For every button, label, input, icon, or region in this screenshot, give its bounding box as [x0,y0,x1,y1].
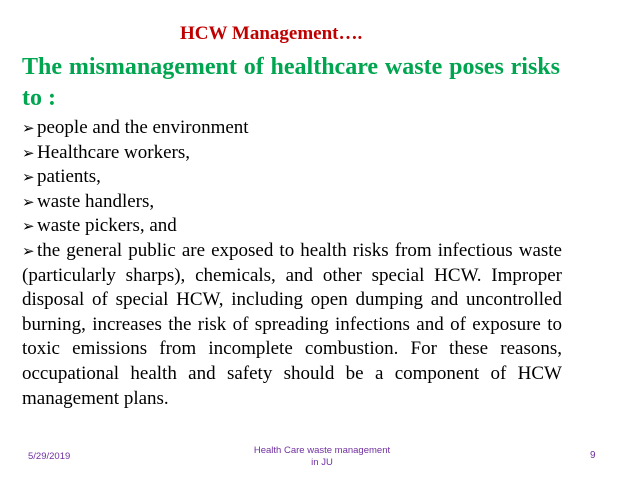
bullet-text: Healthcare workers, [37,141,190,163]
bullet-list [22,116,562,411]
bullet-item [22,116,562,141]
bullet-item [22,141,562,166]
page-number: 9 [590,450,596,461]
bullet-text: waste pickers, and [37,215,177,237]
bullet-item [22,190,562,215]
footer-title-line: Health Care waste management [253,445,391,456]
footer-title-line: in JU [311,457,333,468]
arrow-bullet-icon: ➢ [22,192,35,211]
arrow-bullet-icon: ➢ [22,143,35,162]
slide-heading: The mismanagement of healthcare waste poses risks to : [22,54,560,111]
bullet-text: waste handlers, [37,190,155,212]
bullet-item [22,214,562,239]
arrow-bullet-icon: ➢ [22,119,35,137]
arrow-bullet-icon: ➢ [22,168,35,187]
arrow-bullet-icon: ➢ [22,217,35,236]
bullet-item [22,165,562,190]
footer-title [232,445,412,469]
slide-title: HCW Management…. [180,23,363,44]
bullet-text: people and the environment [37,117,249,138]
arrow-bullet-icon: ➢ [22,241,35,260]
bullet-text: the general public are exposed to health risks from infectious waste (particularly sharps), chemicals, and other special HCW. Improper disposal of special HCW, including open dumping and uncontrolled burning, increases the risk of spreading infections and of exposure to toxic emissions from incomplete combustion. For these reasons, occupational health and safety should be a component of HCW management plans. [22,239,562,409]
footer-date: 5/29/2019 [28,451,71,462]
bullet-text: patients, [37,166,101,188]
bullet-item [22,239,562,411]
